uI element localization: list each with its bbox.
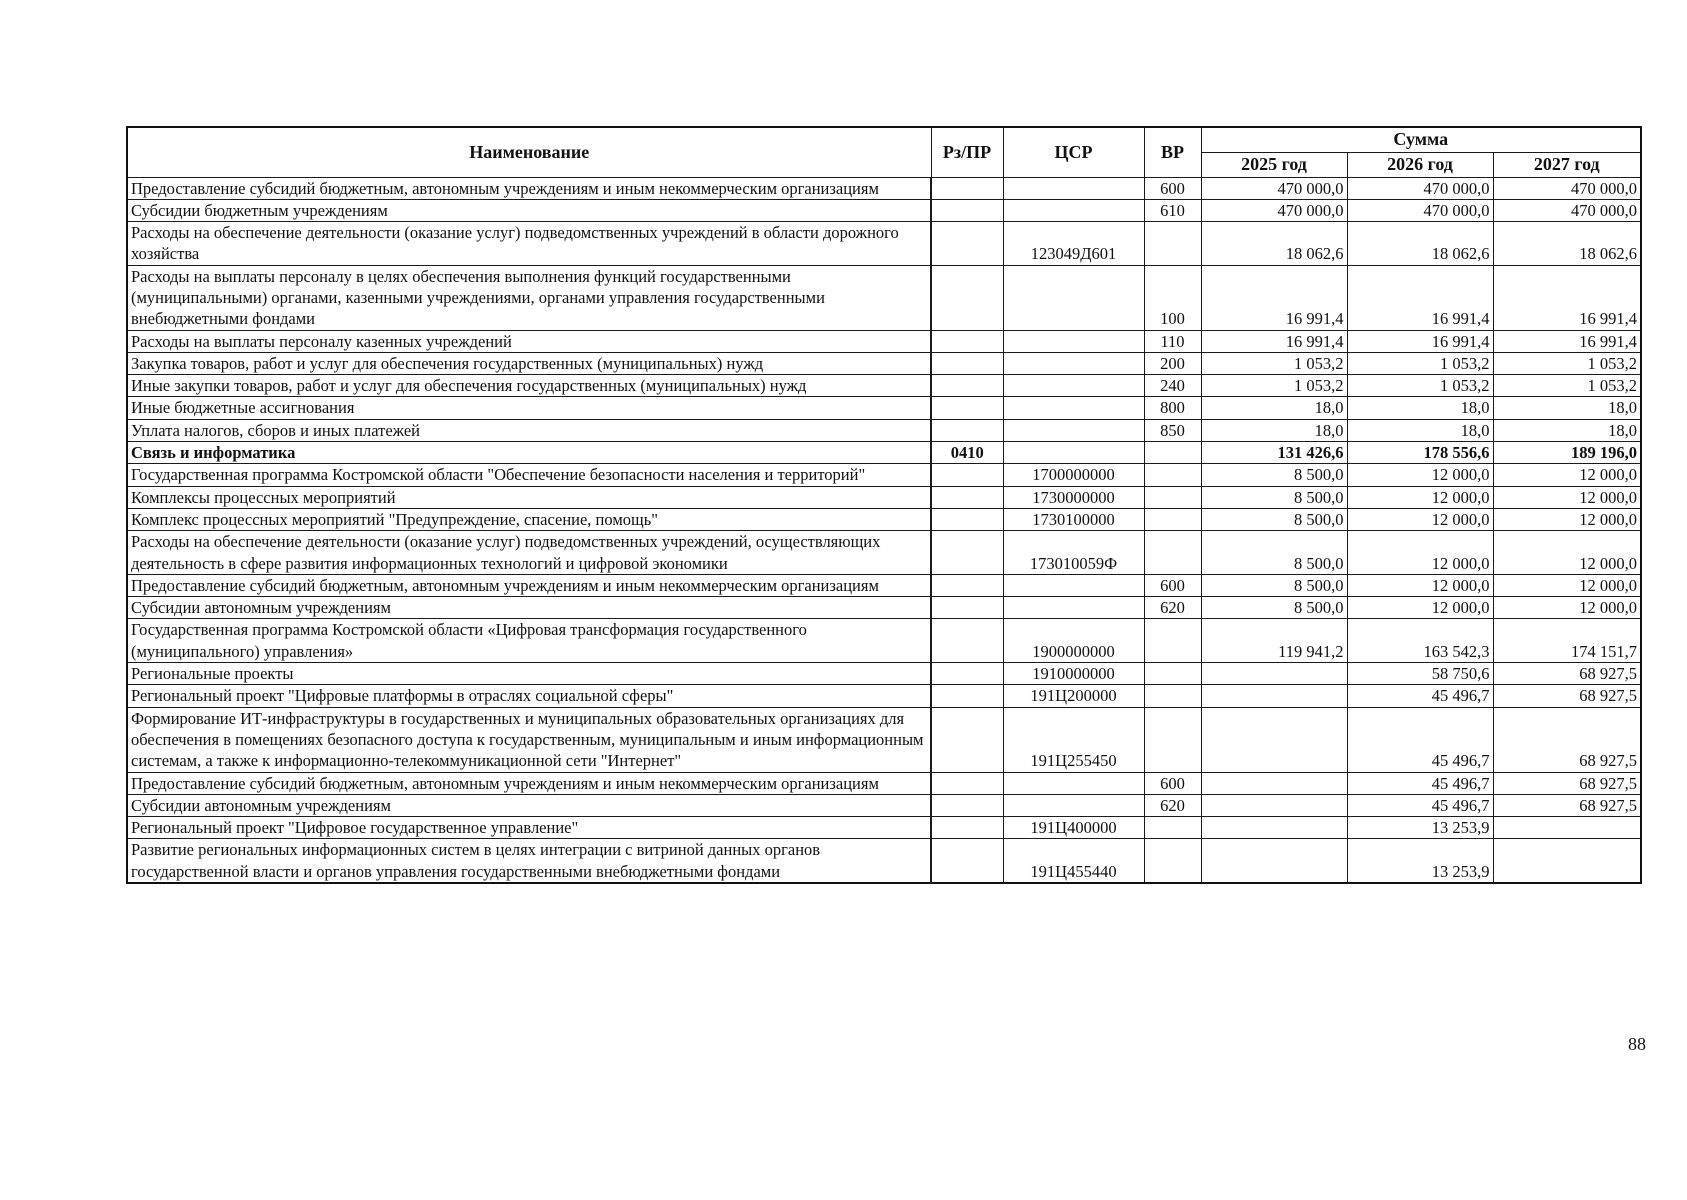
table-row (127, 597, 1641, 619)
cell-amount-2027: 16 991,4 (1493, 265, 1641, 330)
cell-vr (1144, 619, 1201, 663)
cell-csr (1003, 397, 1144, 419)
cell-vr: 200 (1144, 352, 1201, 374)
table-row (127, 352, 1641, 374)
cell-name: Расходы на обеспечение деятельности (оказание услуг) подведомственных учреждений, осуществляющих деятельность в сфере развития информационных технологий и цифровой экономики (127, 531, 931, 575)
cell-rz-pr (931, 177, 1003, 199)
cell-name: Региональные проекты (127, 663, 931, 685)
cell-csr (1003, 199, 1144, 221)
table-row (127, 663, 1641, 685)
cell-vr: 620 (1144, 794, 1201, 816)
header-year-2026: 2026 год (1347, 152, 1493, 177)
cell-amount-2027: 189 196,0 (1493, 442, 1641, 464)
cell-rz-pr (931, 839, 1003, 883)
cell-vr (1144, 486, 1201, 508)
cell-amount-2027: 1 053,2 (1493, 375, 1641, 397)
table-row (127, 442, 1641, 464)
cell-name: Комплексы процессных мероприятий (127, 486, 931, 508)
cell-amount-2026: 178 556,6 (1347, 442, 1493, 464)
cell-csr: 191Ц255450 (1003, 707, 1144, 772)
cell-amount-2027: 470 000,0 (1493, 199, 1641, 221)
table-row (127, 419, 1641, 441)
cell-vr (1144, 663, 1201, 685)
cell-amount-2025: 470 000,0 (1201, 177, 1347, 199)
table-row (127, 772, 1641, 794)
table-row (127, 330, 1641, 352)
table-body (127, 177, 1641, 883)
cell-csr: 1730100000 (1003, 508, 1144, 530)
cell-amount-2025: 8 500,0 (1201, 508, 1347, 530)
table-row (127, 531, 1641, 575)
cell-amount-2027: 174 151,7 (1493, 619, 1641, 663)
cell-rz-pr (931, 663, 1003, 685)
cell-name: Предоставление субсидий бюджетным, автономным учреждениям и иным некоммерческим организациям (127, 772, 931, 794)
cell-amount-2026: 12 000,0 (1347, 486, 1493, 508)
cell-amount-2027 (1493, 817, 1641, 839)
cell-rz-pr (931, 265, 1003, 330)
cell-amount-2026: 1 053,2 (1347, 375, 1493, 397)
cell-amount-2027: 1 053,2 (1493, 352, 1641, 374)
table-row (127, 619, 1641, 663)
cell-vr: 850 (1144, 419, 1201, 441)
cell-amount-2026: 18 062,6 (1347, 222, 1493, 266)
cell-rz-pr (931, 375, 1003, 397)
table-row (127, 464, 1641, 486)
cell-amount-2025: 119 941,2 (1201, 619, 1347, 663)
table-row (127, 199, 1641, 221)
cell-amount-2026: 16 991,4 (1347, 265, 1493, 330)
cell-amount-2026: 12 000,0 (1347, 531, 1493, 575)
header-year-2027: 2027 год (1493, 152, 1641, 177)
cell-rz-pr (931, 685, 1003, 707)
cell-name: Связь и информатика (127, 442, 931, 464)
table-row (127, 817, 1641, 839)
cell-amount-2027: 12 000,0 (1493, 464, 1641, 486)
cell-csr: 123049Д601 (1003, 222, 1144, 266)
cell-amount-2027: 68 927,5 (1493, 707, 1641, 772)
table-row (127, 707, 1641, 772)
cell-amount-2026: 18,0 (1347, 397, 1493, 419)
cell-amount-2027: 12 000,0 (1493, 508, 1641, 530)
cell-name: Формирование ИТ-инфраструктуры в государственных и муниципальных образовательных организациях для обеспечения в помещениях безопасного доступа к государственным, муниципальным и иным информационным системам, а также к информационно-телекоммуникационной сети "Интернет" (127, 707, 931, 772)
cell-vr (1144, 222, 1201, 266)
cell-csr: 191Ц400000 (1003, 817, 1144, 839)
cell-vr (1144, 442, 1201, 464)
cell-vr (1144, 508, 1201, 530)
cell-name: Закупка товаров, работ и услуг для обеспечения государственных (муниципальных) нужд (127, 352, 931, 374)
cell-name: Предоставление субсидий бюджетным, автономным учреждениям и иным некоммерческим организациям (127, 177, 931, 199)
table-row (127, 375, 1641, 397)
table-row (127, 265, 1641, 330)
cell-amount-2027: 18,0 (1493, 397, 1641, 419)
cell-amount-2027: 16 991,4 (1493, 330, 1641, 352)
table-row (127, 177, 1641, 199)
cell-vr: 600 (1144, 574, 1201, 596)
cell-rz-pr (931, 199, 1003, 221)
cell-rz-pr (931, 419, 1003, 441)
cell-amount-2027: 18,0 (1493, 419, 1641, 441)
cell-amount-2026: 45 496,7 (1347, 794, 1493, 816)
cell-name: Расходы на выплаты персоналу казенных учреждений (127, 330, 931, 352)
cell-vr: 600 (1144, 772, 1201, 794)
cell-rz-pr (931, 817, 1003, 839)
cell-vr (1144, 685, 1201, 707)
cell-amount-2025: 8 500,0 (1201, 597, 1347, 619)
cell-csr: 1700000000 (1003, 464, 1144, 486)
cell-name: Расходы на выплаты персоналу в целях обеспечения выполнения функций государственными (муниципальными) органами, казенными учреждениями, органами управления государственными внебюджетными фондами (127, 265, 931, 330)
cell-rz-pr (931, 794, 1003, 816)
cell-rz-pr (931, 574, 1003, 596)
cell-amount-2025 (1201, 794, 1347, 816)
cell-amount-2027: 470 000,0 (1493, 177, 1641, 199)
cell-vr (1144, 839, 1201, 883)
table-row (127, 574, 1641, 596)
cell-csr (1003, 330, 1144, 352)
cell-amount-2026: 58 750,6 (1347, 663, 1493, 685)
cell-amount-2025: 16 991,4 (1201, 265, 1347, 330)
cell-rz-pr (931, 222, 1003, 266)
cell-vr: 100 (1144, 265, 1201, 330)
cell-amount-2025: 1 053,2 (1201, 375, 1347, 397)
cell-amount-2026: 470 000,0 (1347, 199, 1493, 221)
cell-csr (1003, 597, 1144, 619)
cell-vr: 620 (1144, 597, 1201, 619)
cell-amount-2026: 1 053,2 (1347, 352, 1493, 374)
cell-amount-2025: 8 500,0 (1201, 464, 1347, 486)
header-year-2025: 2025 год (1201, 152, 1347, 177)
cell-amount-2027: 18 062,6 (1493, 222, 1641, 266)
cell-rz-pr (931, 508, 1003, 530)
cell-rz-pr (931, 330, 1003, 352)
cell-amount-2025 (1201, 685, 1347, 707)
table-row (127, 839, 1641, 883)
cell-vr: 800 (1144, 397, 1201, 419)
cell-csr (1003, 177, 1144, 199)
cell-vr (1144, 817, 1201, 839)
table-row (127, 397, 1641, 419)
cell-amount-2025 (1201, 817, 1347, 839)
cell-amount-2026: 45 496,7 (1347, 772, 1493, 794)
cell-amount-2027: 68 927,5 (1493, 685, 1641, 707)
table-row (127, 222, 1641, 266)
cell-amount-2025: 8 500,0 (1201, 531, 1347, 575)
cell-csr (1003, 442, 1144, 464)
cell-amount-2025: 18 062,6 (1201, 222, 1347, 266)
cell-amount-2026: 12 000,0 (1347, 574, 1493, 596)
cell-rz-pr (931, 352, 1003, 374)
cell-amount-2026: 13 253,9 (1347, 817, 1493, 839)
cell-amount-2025 (1201, 707, 1347, 772)
cell-name: Иные закупки товаров, работ и услуг для обеспечения государственных (муниципальных) нужд (127, 375, 931, 397)
cell-amount-2025 (1201, 839, 1347, 883)
cell-rz-pr (931, 597, 1003, 619)
cell-amount-2025: 470 000,0 (1201, 199, 1347, 221)
budget-table (126, 126, 1642, 884)
cell-amount-2025: 16 991,4 (1201, 330, 1347, 352)
cell-vr: 600 (1144, 177, 1201, 199)
cell-amount-2025: 8 500,0 (1201, 486, 1347, 508)
cell-rz-pr (931, 397, 1003, 419)
cell-amount-2026: 12 000,0 (1347, 597, 1493, 619)
cell-csr (1003, 794, 1144, 816)
cell-name: Субсидии автономным учреждениям (127, 794, 931, 816)
cell-rz-pr (931, 464, 1003, 486)
cell-vr: 240 (1144, 375, 1201, 397)
cell-csr: 191Ц455440 (1003, 839, 1144, 883)
cell-amount-2027: 12 000,0 (1493, 486, 1641, 508)
header-sum: Сумма (1201, 127, 1641, 152)
cell-csr (1003, 419, 1144, 441)
cell-amount-2027: 12 000,0 (1493, 597, 1641, 619)
cell-name: Развитие региональных информационных систем в целях интеграции с витриной данных органов государственной власти и органов управления государственными внебюджетными фондами (127, 839, 931, 883)
cell-amount-2027: 68 927,5 (1493, 663, 1641, 685)
table-row (127, 685, 1641, 707)
cell-name: Уплата налогов, сборов и иных платежей (127, 419, 931, 441)
header-name: Наименование (127, 127, 931, 177)
cell-vr: 610 (1144, 199, 1201, 221)
cell-amount-2027: 12 000,0 (1493, 531, 1641, 575)
cell-csr: 1730000000 (1003, 486, 1144, 508)
cell-amount-2025 (1201, 772, 1347, 794)
cell-amount-2026: 470 000,0 (1347, 177, 1493, 199)
cell-vr: 110 (1144, 330, 1201, 352)
cell-amount-2026: 16 991,4 (1347, 330, 1493, 352)
cell-amount-2025: 8 500,0 (1201, 574, 1347, 596)
cell-csr: 173010059Ф (1003, 531, 1144, 575)
cell-csr (1003, 574, 1144, 596)
cell-amount-2026: 12 000,0 (1347, 508, 1493, 530)
cell-rz-pr (931, 772, 1003, 794)
cell-amount-2025 (1201, 663, 1347, 685)
cell-name: Региональный проект "Цифровое государственное управление" (127, 817, 931, 839)
cell-amount-2025: 18,0 (1201, 397, 1347, 419)
cell-amount-2026: 13 253,9 (1347, 839, 1493, 883)
cell-rz-pr: 0410 (931, 442, 1003, 464)
cell-name: Субсидии автономным учреждениям (127, 597, 931, 619)
cell-rz-pr (931, 619, 1003, 663)
cell-amount-2025: 131 426,6 (1201, 442, 1347, 464)
cell-csr: 1910000000 (1003, 663, 1144, 685)
cell-amount-2027 (1493, 839, 1641, 883)
table-row (127, 486, 1641, 508)
cell-amount-2026: 45 496,7 (1347, 707, 1493, 772)
header-rz-pr: Рз/ПР (931, 127, 1003, 177)
cell-name: Комплекс процессных мероприятий "Предупреждение, спасение, помощь" (127, 508, 931, 530)
cell-csr: 1900000000 (1003, 619, 1144, 663)
cell-amount-2027: 12 000,0 (1493, 574, 1641, 596)
header-vr: ВР (1144, 127, 1201, 177)
cell-vr (1144, 464, 1201, 486)
cell-amount-2027: 68 927,5 (1493, 794, 1641, 816)
cell-amount-2025: 1 053,2 (1201, 352, 1347, 374)
cell-name: Государственная программа Костромской области "Обеспечение безопасности населения и территорий" (127, 464, 931, 486)
cell-amount-2026: 12 000,0 (1347, 464, 1493, 486)
cell-rz-pr (931, 707, 1003, 772)
table-row (127, 794, 1641, 816)
cell-csr: 191Ц200000 (1003, 685, 1144, 707)
header-csr: ЦСР (1003, 127, 1144, 177)
table-header (127, 127, 1641, 177)
cell-csr (1003, 375, 1144, 397)
cell-vr (1144, 531, 1201, 575)
cell-amount-2027: 68 927,5 (1493, 772, 1641, 794)
cell-csr (1003, 352, 1144, 374)
cell-name: Предоставление субсидий бюджетным, автономным учреждениям и иным некоммерческим организациям (127, 574, 931, 596)
cell-name: Иные бюджетные ассигнования (127, 397, 931, 419)
cell-amount-2025: 18,0 (1201, 419, 1347, 441)
table-row (127, 508, 1641, 530)
cell-amount-2026: 18,0 (1347, 419, 1493, 441)
cell-name: Субсидии бюджетным учреждениям (127, 199, 931, 221)
cell-amount-2026: 163 542,3 (1347, 619, 1493, 663)
cell-amount-2026: 45 496,7 (1347, 685, 1493, 707)
cell-csr (1003, 265, 1144, 330)
page-number: 88 (1628, 1034, 1646, 1054)
cell-name: Расходы на обеспечение деятельности (оказание услуг) подведомственных учреждений в области дорожного хозяйства (127, 222, 931, 266)
cell-name: Государственная программа Костромской области «Цифровая трансформация государственного (муниципального) управления» (127, 619, 931, 663)
cell-name: Региональный проект "Цифровые платформы в отраслях социальной сферы" (127, 685, 931, 707)
cell-rz-pr (931, 486, 1003, 508)
cell-vr (1144, 707, 1201, 772)
cell-rz-pr (931, 531, 1003, 575)
cell-csr (1003, 772, 1144, 794)
